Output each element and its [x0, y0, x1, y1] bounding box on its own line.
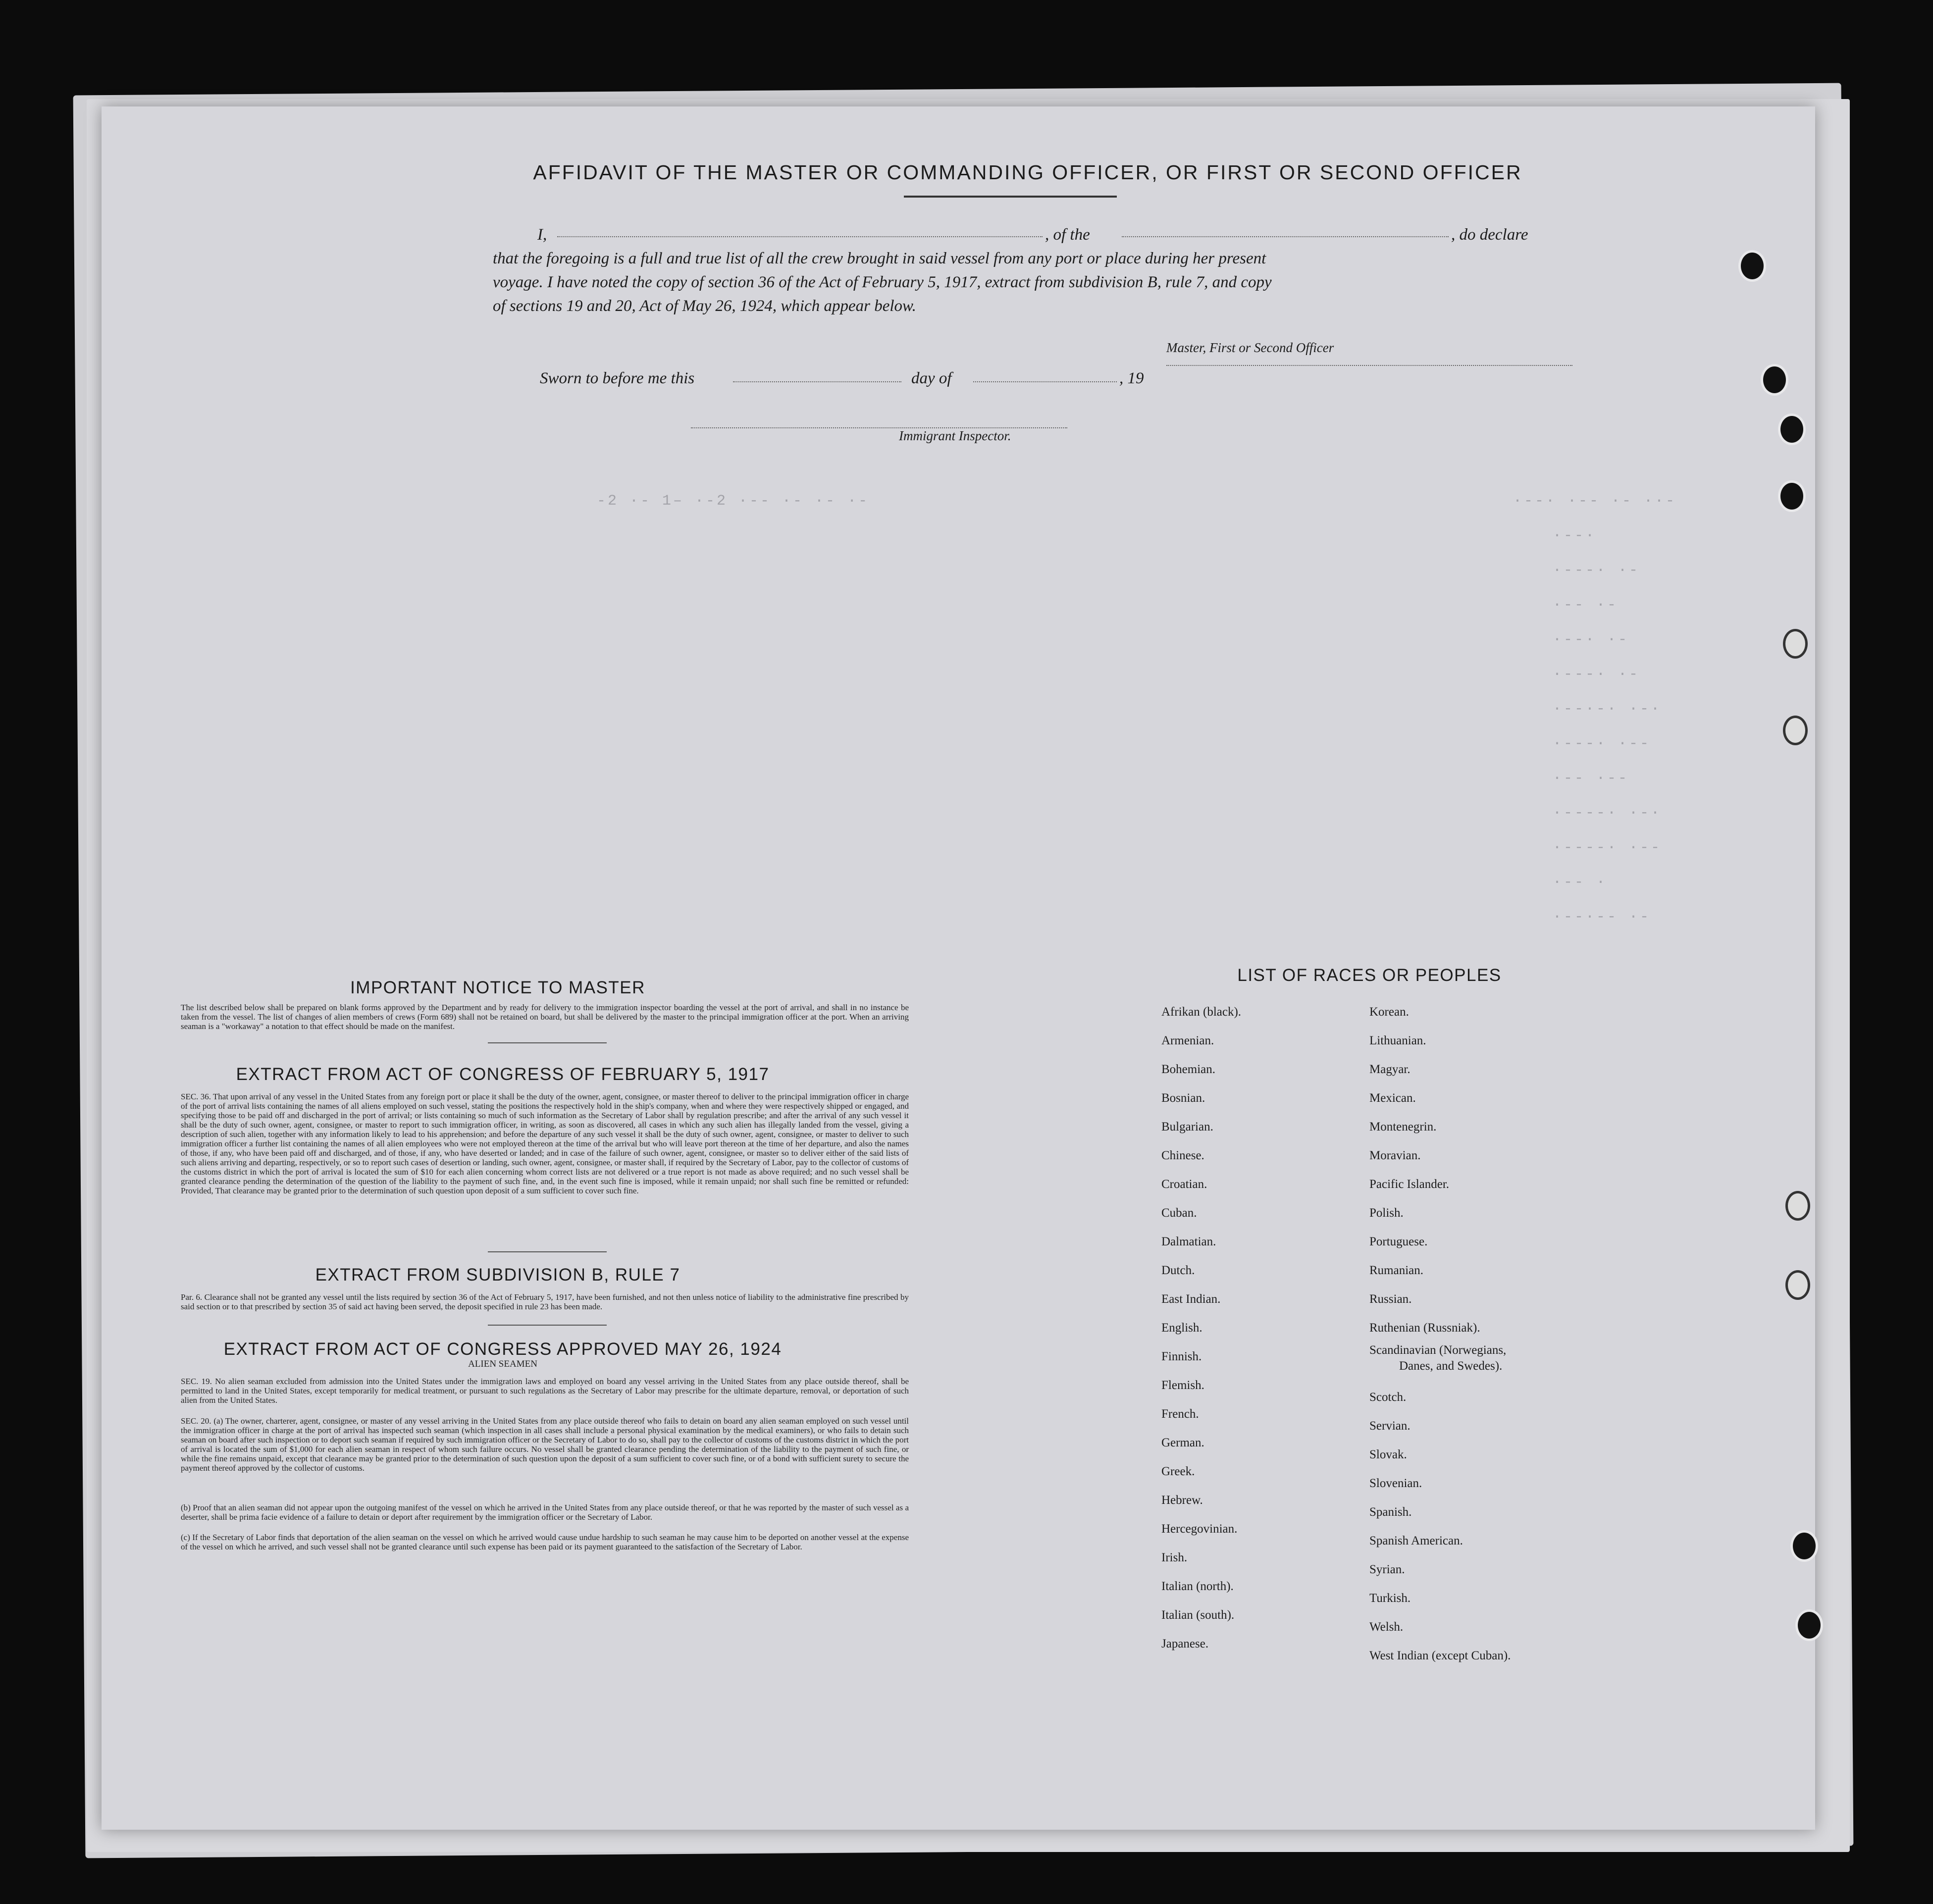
race-item: Servian. — [1369, 1419, 1411, 1433]
race-item: East Indian. — [1161, 1292, 1221, 1306]
race-item: Dutch. — [1161, 1264, 1195, 1277]
race-item: Bosnian. — [1161, 1091, 1205, 1105]
affidavit-title: AFFIDAVIT OF THE MASTER OR COMMANDING OFFICER, OR FIRST OR SECOND OFFICER — [533, 161, 1522, 184]
race-item: Bulgarian. — [1161, 1120, 1213, 1133]
title-underline — [904, 196, 1117, 198]
punch-hole — [1783, 716, 1808, 745]
race-item: Ruthenian (Russniak). — [1369, 1321, 1480, 1335]
race-item: Italian (north). — [1161, 1580, 1234, 1593]
punch-hole — [1763, 366, 1786, 393]
race-item: Lithuanian. — [1369, 1034, 1426, 1047]
day-of-label: day of — [911, 369, 952, 387]
punch-hole — [1780, 483, 1803, 510]
race-item: Croatian. — [1161, 1178, 1207, 1191]
race-item: Finnish. — [1161, 1350, 1202, 1363]
punch-hole — [1783, 629, 1808, 659]
races-column-1 — [1161, 998, 1241, 1658]
sworn-label: Sworn to before me this — [540, 369, 695, 387]
race-item: Armenian. — [1161, 1034, 1214, 1047]
form-page: AFFIDAVIT OF THE MASTER OR COMMANDING OFFICER, OR FIRST OR SECOND OFFICER I, , of the , do declare that the foregoing is a full and true list of all the crew brought in said vessel from any port or place during her present voyage. I have noted the copy of section 36 of the Act of February 5, 1917, extract from subdivision B, rule 7, and copy of sections 19 and 20, Act of May 26, 1924, which appear below. Master, First or Second Officer Sworn to before me this day of , 19 Immigrant Inspector. -2 ·- 1– ·-2 ·-- ·- ·- ·- ·--· ·-- ·- ··- ·--· ·---· ·- ·-- ·- ·--· ·- ·---· ·- ·--·-· ·-· ·---· ·-- ·-- ·-- ·----· ·-· ·----· ·-- ·-- · ·--·-- ·- IMPORTANT NOTICE TO MASTER The list described below shall be prepared on blank forms approved by the Department and by ready for delivery to the immigration inspector boarding the vessel at the port of arrival, and shall in no instance be taken from the vessel. The list of changes of alien members of crews (Form 689) shall not be retained on board, but shall be delivered by the master to the principal immigration officer at the port. When an arriving seaman is a "workaway" a notation to that effect should be made on the manifest. EXTRACT FROM ACT OF CONGRESS OF FEBRUARY 5, 1917 SEC. 36. That upon arrival of any vessel in the United States from any foreign port or place it shall be the duty of the owner, agent, consignee, or master thereof to deliver to the principal immigration officer in charge of the port of arrival lists containing the names of all aliens employed on such vessel, stating the positions the respectively hold in the ship's company, when and where they were respectively shipped or engaged, and specifying those to be paid off and discharged in the port of arrival; or lists containing so much of such information as the Secretary of Labor shall by regulation prescribe; and after the arrival of any such vessel it shall be the duty of such owner, agent, consignee, or master to report to such immigration officer, in writing, as soon as discovered, all cases in which any such alien has illegally landed from the vessel, giving a description of such alien, together with any information likely to lead to his apprehension; and before the departure of any such vessel it shall be the duty of such owner, agent, consignee, or master to deliver to such immigration officer a further list containing the names of all alien employees who were not employed thereon at the time of the arrival but who will leave port thereon at the time of her departure, and also the names of those, if any, who have been paid off and discharged, and of those, if any, who have deserted or landed; and in case of the failure of such owner, agent, consignee, or master so to deliver either of the said lists of such aliens arriving and departing, respectively, or so to report such cases of desertion or landing, such owner, agent, consignee, or master shall, if required by the Secretary of Labor, pay to the collector of customs of the customs district in which the port of arrival is located the sum of $10 for each alien concerning whom correct lists are not delivered or a true report is not made as above required; and no such vessel shall be granted clearance pending the determination of the question of the liability to the payment of such fine, and, in the event such fine is imposed, while it remain unpaid; nor shall such fine be remitted or refunded: Provided, That clearance may be granted prior to the determination of such question upon deposit of a sum sufficient to cover such fine. EXTRACT FROM SUBDIVISION B, RULE 7 Par. 6. Clearance shall not be granted any vessel until the lists required by section 36 of the Act of February 5, 1917, have been furnished, and not then unless notice of liability to the administrative fine prescribed by said section or to that prescribed by section 35 of said act having been served, the deposit specified in rule 23 has been made. EXTRACT FROM ACT OF CONGRESS APPROVED MAY 26, 1924 ALIEN SEAMEN SEC. 19. No alien seaman excluded from admission into the United States under the immigration laws and employed on board any vessel arriving in the United States from any place outside thereof, shall be permitted to land in the United States, except temporarily for medical treatment, or pursuant to such regulations as the Secretary of Labor may prescribe for the ultimate departure, removal, or deportation of such alien from the United States. SEC. 20. (a) The owner, charterer, agent, consignee, or master of any vessel arriving in the United States from any place outside thereof who fails to detain on board any alien seaman employed on such vessel until the immigration officer in charge at the port of arrival has inspected such seaman (which inspection in all cases shall include a personal physical examination by the medical examiners), or who fails to detain such seaman on board after such inspection or to deport such seaman if required by such immigration officer or the Secretary of Labor to do so, shall pay to the collector of customs of the customs district in which the port of arrival is located the sum of $1,000 for each alien seaman in respect of whom such failure occurs. No vessel shall be granted clearance pending the determination of the liability to the payment of such fine, or while the fine remains unpaid, except that clearance may be granted prior to the determination of such question upon the deposit of a sum sufficient to cover such fine, or of a bond with sufficient surety to secure the payment thereof approved by the collector of customs. (b) Proof that an alien seaman did not appear upon the outgoing manifest of the vessel on which he arrived in the United States from any place outside thereof, or that he was reported by the master of such vessel as a deserter, shall be prima facie evidence of a failure to detain or deport after requirement by the immigration officer or the Secretary of Labor. (c) If the Secretary of Labor finds that deportation of the alien seaman on the vessel on which he arrived would cause undue hardship to such seaman he may cause him to be deported on another vessel at the expense of the vessel on which he arrived, and such vessel shall not be granted clearance until such expense has been paid or its payment guaranteed to the satisfaction of the Secretary of Labor. LIST OF RACES OR PEOPLES Afrikan (black). Armenian. Bohemian. Bosnian. Bulgarian. Chinese. Croatian. Cuban. Dalmatian. Dutch. East Indian. English. Finnish. Flemish. French. German. Greek. Hebrew. Hercegovinian. Irish. Italian (north). Italian (south). Japanese. Korean. Lithuanian. Magyar. Mexican. Montenegrin. Moravian. Pacific Islander. Polish. Portuguese. Rumanian. Russian. Ruthenian (Russniak). Scandinavian (Norwegians, Danes, and Swedes). Scotch. Servian. Slovak. Slovenian. Spanish. Spanish American. Syrian. Turkish. Welsh. West Indian (except Cuban). — [102, 106, 1815, 1830]
sec-19-text: SEC. 19. No alien seaman excluded from admission into the United States under the immigration laws and employed on board any vessel arriving in the United States from any place outside thereof, shall be permitted to land in the United States, except temporarily for medical treatment, or pursuant to such regulations as the Secretary of Labor may prescribe for the ultimate departure, removal, or deportation of such alien from the United States. — [181, 1377, 909, 1405]
race-item: German. — [1161, 1436, 1204, 1449]
race-item: West Indian (except Cuban). — [1369, 1649, 1511, 1662]
punch-hole — [1785, 1270, 1810, 1300]
affidavit-line-4: of sections 19 and 20, Act of May 26, 1924, which appear below. — [493, 297, 916, 315]
sec-20c-text: (c) If the Secretary of Labor finds that deportation of the alien seaman on the vessel on which he arrived would cause undue hardship to such seaman he may cause him to be deported on another vessel at the expense of the vessel on which he arrived, and such vessel shall not be granted clearance until such expense has been paid or its payment guaranteed to the satisfaction of the Secretary of Labor. — [181, 1533, 909, 1551]
notice-text: The list described below shall be prepared on blank forms approved by the Department and by ready for delivery to the immigration inspector boarding the vessel at the port of arrival, and shall in no instance be taken from the vessel. The list of changes of alien members of crews (Form 689) shall not be retained on board, but shall be delivered by the master to the principal immigration officer at the port. When an arriving seaman is a "workaway" a notation to that effect should be made on the manifest. — [181, 1003, 909, 1031]
race-item: Scotch. — [1369, 1390, 1407, 1404]
sworn-month-blank[interactable] — [973, 381, 1117, 382]
sec-20a-text: SEC. 20. (a) The owner, charterer, agent, consignee, or master of any vessel arriving in the United States from any place outside thereof who fails to detain on board any alien seaman employed on such vessel until the immigration officer in charge at the port of arrival has inspected such seaman (which inspection in all cases shall include a personal physical examination by the medical examiners), or who fails to detain such seaman on board after such inspection or to deport such seaman if required by such immigration officer or the Secretary of Labor to do so, shall pay to the collector of customs of the customs district in which the port of arrival is located the sum of $1,000 for each alien seaman in respect of whom such failure occurs. No vessel shall be granted clearance pending the determination of the liability to the payment of such fine, or while the fine remains unpaid, except that clearance may be granted prior to the determination of such question upon the deposit of a sum sufficient to cover such fine, or of a bond with sufficient surety to secure the payment thereof approved by the collector of customs. — [181, 1416, 909, 1473]
of-the-label: , of the — [1045, 226, 1090, 244]
divider — [488, 1251, 607, 1252]
divider — [488, 1325, 607, 1326]
race-item: Polish. — [1369, 1206, 1404, 1220]
extract-1917-text: SEC. 36. That upon arrival of any vessel in the United States from any foreign port or place it shall be the duty of the owner, agent, consignee, or master thereof to deliver to the principal immigration officer in charge of the port of arrival lists containing the names of all aliens employed on such vessel, stating the positions the respectively hold in the ship's company, when and where they were respectively shipped or engaged, and specifying those to be paid off and discharged in the port of arrival; or lists containing so much of such information as the Secretary of Labor shall by regulation prescribe; and after the arrival of any such vessel it shall be the duty of such owner, agent, consignee, or master to report to such immigration officer, in writing, as soon as discovered, all cases in which any such alien has illegally landed from the vessel, giving a description of such alien, together with any information likely to lead to his apprehension; and before the departure of any such vessel it shall be the duty of such owner, agent, consignee, or master to deliver to such immigration officer a further list containing the names of all alien employees who were not employed thereon at the time of the arrival but who will leave port thereon at the time of her departure, and also the names of those, if any, who have been paid off and discharged, and of those, if any, who have deserted or landed; and in case of the failure of such owner, agent, consignee, or master so to deliver either of the said lists of such aliens arriving and departing, respectively, or so to report such cases of desertion or landing, such owner, agent, consignee, or master shall, if required by the Secretary of Labor, pay to the collector of customs of the customs district in which the port of arrival is located the sum of $10 for each alien concerning whom correct lists are not delivered or a true report is not made as above required; and no such vessel shall be granted clearance pending the determination of the question of the liability to the payment of such fine, and, in the event such fine is imposed, while it remain unpaid; nor shall such fine be remitted or refunded: Provided, That clearance may be granted prior to the determination of such question upon deposit of a sum sufficient to cover such fine. — [181, 1092, 909, 1195]
race-item: Chinese. — [1161, 1149, 1204, 1162]
race-item: Spanish American. — [1369, 1534, 1463, 1547]
race-item: Russian. — [1369, 1292, 1412, 1306]
race-item: French. — [1161, 1407, 1199, 1421]
race-item: Danes, and Swedes). — [1399, 1359, 1503, 1373]
do-declare-label: , do declare — [1451, 226, 1528, 244]
inspector-caption: Immigrant Inspector. — [899, 428, 1011, 443]
race-item: English. — [1161, 1321, 1202, 1335]
subdivision-b-heading: EXTRACT FROM SUBDIVISION B, RULE 7 — [315, 1265, 680, 1285]
i-label: I, — [537, 226, 547, 244]
race-item: Italian (south). — [1161, 1608, 1235, 1622]
race-item: Hercegovinian. — [1161, 1522, 1238, 1536]
punch-hole — [1741, 253, 1764, 279]
race-item: Scandinavian (Norwegians, — [1369, 1343, 1507, 1357]
race-item: Rumanian. — [1369, 1264, 1424, 1277]
name-blank[interactable] — [557, 236, 1043, 237]
race-item: Flemish. — [1161, 1379, 1204, 1392]
sworn-day-blank[interactable] — [733, 381, 901, 382]
race-item: Mexican. — [1369, 1091, 1416, 1105]
extract-1924-subheading: ALIEN SEAMEN — [468, 1359, 537, 1369]
notice-heading: IMPORTANT NOTICE TO MASTER — [350, 978, 645, 997]
race-item: Korean. — [1369, 1005, 1409, 1019]
race-item: Slovenian. — [1369, 1477, 1422, 1490]
race-item: Montenegrin. — [1369, 1120, 1437, 1133]
races-heading: LIST OF RACES OR PEOPLES — [1237, 966, 1502, 985]
affidavit-line-2: that the foregoing is a full and true list of all the crew brought in said vessel from any port or place during her present — [493, 250, 1266, 267]
race-item: Magyar. — [1369, 1063, 1411, 1076]
race-item: Welsh. — [1369, 1620, 1404, 1634]
race-item: Hebrew. — [1161, 1493, 1203, 1507]
race-item: Japanese. — [1161, 1637, 1209, 1650]
race-item: Spanish. — [1369, 1505, 1412, 1519]
punch-hole — [1785, 1191, 1810, 1221]
divider — [488, 1042, 607, 1043]
race-item: Moravian. — [1369, 1149, 1421, 1162]
officer-caption: Master, First or Second Officer — [1166, 340, 1334, 355]
race-item: Portuguese. — [1369, 1235, 1428, 1248]
race-item: Pacific Islander. — [1369, 1178, 1450, 1191]
race-item: Afrikan (black). — [1161, 1005, 1242, 1019]
punch-hole — [1780, 416, 1803, 443]
subdivision-b-text: Par. 6. Clearance shall not be granted any vessel until the lists required by section 36 of the Act of February 5, 1917, have been furnished, and not then unless notice of liability to the administrative fine prescribed by said section or to that prescribed by section 35 of said act having been served, the deposit specified in rule 23 has been made. — [181, 1292, 909, 1311]
race-item: Syrian. — [1369, 1563, 1405, 1576]
affidavit-line-3: voyage. I have noted the copy of section 36 of the Act of February 5, 1917, extract from subdivision B, rule 7, and copy — [493, 273, 1272, 291]
race-item: Slovak. — [1369, 1448, 1407, 1461]
race-item: Cuban. — [1161, 1206, 1197, 1220]
extract-1917-heading: EXTRACT FROM ACT OF CONGRESS OF FEBRUARY 5, 1917 — [236, 1065, 770, 1084]
vessel-blank[interactable] — [1122, 236, 1449, 237]
sec-20b-text: (b) Proof that an alien seaman did not appear upon the outgoing manifest of the vessel on which he arrived in the United States from any place outside thereof, or that he was reported by the master of such vessel as a deserter, shall be prima facie evidence of a failure to detain or deport after requirement by the immigration officer or the Secretary of Labor. — [181, 1503, 909, 1522]
punch-hole — [1793, 1533, 1816, 1559]
race-item: Turkish. — [1369, 1592, 1411, 1605]
officer-signature-line[interactable] — [1166, 365, 1572, 366]
race-item: Irish. — [1161, 1551, 1188, 1564]
races-column-2 — [1369, 998, 1511, 1670]
extract-1924-heading: EXTRACT FROM ACT OF CONGRESS APPROVED MAY 26, 1924 — [223, 1339, 782, 1359]
race-item: Dalmatian. — [1161, 1235, 1216, 1248]
year-prefix: , 19 — [1119, 369, 1144, 387]
punch-hole — [1798, 1612, 1821, 1639]
race-item: Bohemian. — [1161, 1063, 1216, 1076]
race-item: Greek. — [1161, 1465, 1195, 1478]
